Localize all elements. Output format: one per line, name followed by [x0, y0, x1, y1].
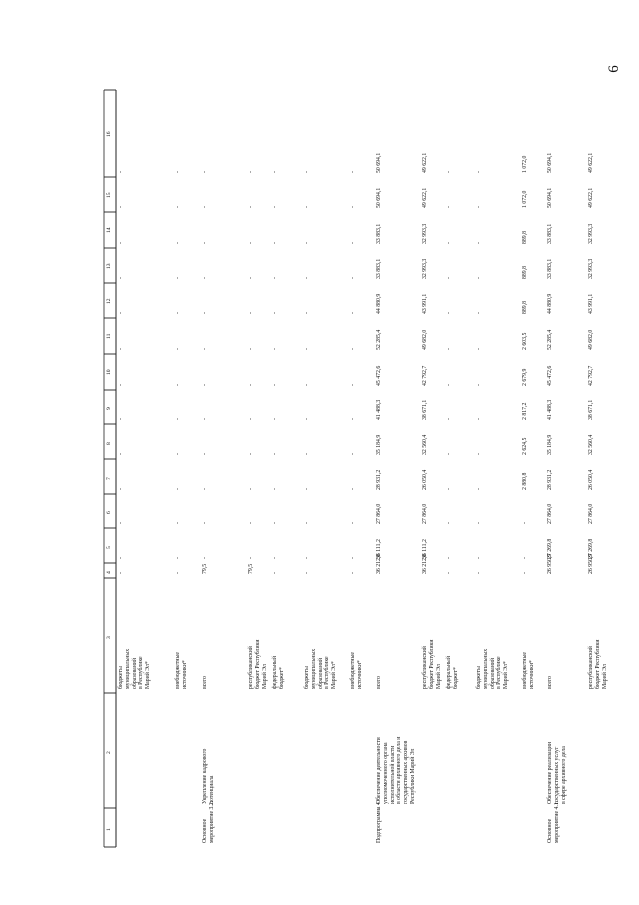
value-cell: 27 864,0: [547, 503, 553, 524]
value-cell: 35 184,9: [547, 434, 553, 455]
column-header: 4: [106, 570, 112, 574]
value-cell: -: [522, 572, 528, 574]
value-cell: -: [304, 277, 310, 279]
cell-line: бюджет*: [452, 667, 459, 689]
cell-line: Укрепление кадрового: [202, 748, 208, 804]
value-cell: 26 050,4: [588, 469, 594, 490]
value-cell: -: [476, 572, 482, 574]
value-cell: -: [350, 277, 356, 279]
value-cell: -: [248, 557, 254, 559]
value-cell: -: [304, 488, 310, 490]
value-cell: -: [272, 522, 278, 524]
value-cell: -: [175, 557, 181, 559]
value-cell: -: [202, 557, 208, 559]
column-header: 7: [106, 476, 112, 480]
value-cell: 52 285,4: [376, 329, 382, 350]
cell-line: образований: [489, 657, 496, 689]
value-cell: 27 269,8: [547, 538, 553, 559]
value-cell: -: [272, 453, 278, 455]
cell-line: бюджеты: [118, 666, 124, 689]
value-cell: 26 950,9: [547, 553, 553, 574]
value-cell: -: [175, 206, 181, 208]
value-cell: -: [248, 312, 254, 314]
cell-line: потенциала: [208, 775, 215, 804]
value-cell: -: [476, 242, 482, 244]
cell-line: уполномоченного органа: [382, 742, 389, 804]
value-cell: 79,5: [202, 563, 208, 574]
row-funding-source: [476, 649, 510, 689]
value-cell: -: [476, 488, 482, 490]
value-cell: -: [272, 418, 278, 420]
row-funding-source: [446, 656, 460, 689]
value-cell: -: [118, 557, 124, 559]
value-cell: -: [175, 453, 181, 455]
row-category: [376, 802, 383, 843]
value-cell: -: [476, 348, 482, 350]
value-cell: -: [248, 453, 254, 455]
value-cell: 26 050,4: [422, 469, 428, 490]
value-cell: -: [304, 384, 310, 386]
value-cell: 32 993,3: [588, 258, 594, 279]
value-cell: -: [175, 242, 181, 244]
row-funding-source: [588, 640, 608, 690]
cell-line: источники*: [528, 660, 535, 689]
column-header: 16: [106, 130, 112, 137]
value-cell: 32 993,3: [588, 223, 594, 244]
value-cell: 43 991,1: [422, 293, 428, 314]
cell-line: в Республике: [138, 656, 145, 689]
value-cell: -: [118, 277, 124, 279]
row-funding-source: [175, 652, 189, 689]
value-cell: -: [304, 418, 310, 420]
value-cell: 28 931,2: [376, 469, 382, 490]
cell-line: Марий Эл: [435, 664, 442, 689]
value-cell: 36 212,0: [422, 553, 428, 574]
cell-line: Республики Марий Эл: [409, 748, 416, 804]
value-cell: -: [272, 384, 278, 386]
cell-line: в Республике: [324, 656, 331, 689]
column-header: 12: [106, 297, 112, 304]
value-cell: 50 694,1: [376, 187, 382, 208]
column-header: 5: [106, 545, 112, 549]
row-description: [547, 742, 567, 804]
value-cell: 2 817,2: [522, 402, 528, 420]
value-cell: 32 993,3: [422, 223, 428, 244]
cell-line: государственных архивов: [403, 740, 410, 804]
value-cell: -: [175, 572, 181, 574]
value-cell: -: [202, 384, 208, 386]
value-cell: -: [522, 522, 528, 524]
value-cell: 50 694,1: [376, 152, 382, 173]
value-cell: -: [202, 522, 208, 524]
value-cell: -: [272, 312, 278, 314]
value-cell: -: [202, 206, 208, 208]
value-cell: -: [350, 348, 356, 350]
cell-line: внебюджетные: [175, 652, 181, 689]
value-cell: -: [118, 488, 124, 490]
value-cell: -: [248, 488, 254, 490]
cell-line: муниципальных: [482, 648, 489, 689]
value-cell: -: [350, 418, 356, 420]
value-cell: -: [272, 572, 278, 574]
column-header: 14: [106, 227, 112, 233]
value-cell: 44 880,9: [547, 293, 553, 314]
value-cell: -: [304, 453, 310, 455]
cell-line: источники*: [181, 660, 188, 689]
value-cell: -: [272, 277, 278, 279]
value-cell: -: [118, 453, 124, 455]
value-cell: 889,8: [522, 265, 528, 279]
value-cell: 45 472,6: [376, 365, 382, 386]
value-cell: -: [248, 277, 254, 279]
value-cell: -: [446, 522, 452, 524]
value-cell: -: [476, 312, 482, 314]
cell-line: образований: [317, 657, 324, 689]
row-description: [376, 737, 417, 804]
column-header: 1: [106, 827, 112, 831]
value-cell: 1 072,0: [522, 155, 528, 173]
value-cell: -: [446, 242, 452, 244]
value-cell: -: [118, 171, 124, 173]
value-cell: -: [476, 453, 482, 455]
value-cell: 42 792,7: [588, 365, 594, 386]
value-cell: -: [175, 384, 181, 386]
row-funding-source: [202, 676, 209, 689]
cell-line: бюджет Республики: [594, 639, 601, 689]
value-cell: -: [118, 418, 124, 420]
cell-line: бюджеты: [304, 666, 310, 689]
row-funding-source: [272, 656, 286, 689]
value-cell: -: [118, 242, 124, 244]
cell-line: источники*: [356, 660, 363, 689]
row-funding-source: [376, 676, 383, 689]
cell-line: исполнительной власти: [389, 745, 396, 804]
value-cell: 32 993,3: [422, 258, 428, 279]
value-cell: -: [522, 557, 528, 559]
row-description: [202, 749, 216, 804]
value-cell: -: [118, 206, 124, 208]
row-funding-source: [350, 652, 364, 689]
value-cell: 36 212,0: [376, 553, 382, 574]
cell-line: Марий Эл*: [331, 661, 338, 689]
cell-line: Обеспечение реализации: [547, 742, 553, 804]
row-category: [547, 801, 561, 843]
value-cell: -: [350, 312, 356, 314]
column-header: 13: [106, 262, 112, 269]
value-cell: -: [446, 488, 452, 490]
value-cell: 49 622,1: [422, 152, 428, 173]
value-cell: -: [304, 242, 310, 244]
value-cell: -: [304, 557, 310, 559]
value-cell: -: [350, 453, 356, 455]
cell-line: федеральный: [272, 656, 278, 689]
value-cell: -: [118, 348, 124, 350]
value-cell: 27 864,0: [588, 503, 594, 524]
value-cell: -: [446, 453, 452, 455]
value-cell: -: [476, 522, 482, 524]
value-cell: -: [175, 418, 181, 420]
value-cell: 35 184,9: [376, 434, 382, 455]
value-cell: 45 472,6: [547, 365, 553, 386]
cell-line: всего: [547, 675, 553, 689]
value-cell: -: [175, 277, 181, 279]
value-cell: -: [272, 242, 278, 244]
value-cell: 33 883,1: [376, 223, 382, 244]
value-cell: -: [248, 206, 254, 208]
value-cell: -: [175, 348, 181, 350]
value-cell: -: [446, 557, 452, 559]
value-cell: -: [350, 171, 356, 173]
value-cell: -: [304, 206, 310, 208]
value-cell: 49 622,1: [588, 187, 594, 208]
value-cell: -: [446, 171, 452, 173]
value-cell: 36 111,2: [422, 539, 428, 559]
page-number: 6: [606, 65, 622, 73]
value-cell: -: [446, 348, 452, 350]
value-cell: 41 488,3: [376, 399, 382, 420]
value-cell: -: [304, 171, 310, 173]
cell-line: Марий Эл: [601, 664, 608, 689]
cell-line: Марий Эл*: [145, 661, 152, 689]
value-cell: -: [272, 488, 278, 490]
value-cell: -: [175, 522, 181, 524]
row-funding-source: [248, 640, 268, 690]
value-cell: -: [202, 242, 208, 244]
value-cell: -: [350, 488, 356, 490]
value-cell: 41 488,3: [547, 399, 553, 420]
value-cell: -: [202, 453, 208, 455]
value-cell: 2 603,5: [522, 332, 528, 350]
value-cell: 49 622,1: [422, 187, 428, 208]
value-cell: 33 883,1: [547, 258, 553, 279]
value-cell: -: [446, 572, 452, 574]
value-cell: -: [272, 348, 278, 350]
column-header: 8: [106, 441, 112, 445]
column-header: 10: [106, 369, 112, 375]
cell-line: федеральный: [446, 656, 452, 689]
value-cell: -: [446, 206, 452, 208]
value-cell: -: [446, 277, 452, 279]
value-cell: -: [202, 171, 208, 173]
value-cell: 49 682,0: [588, 329, 594, 350]
cell-line: всего: [376, 675, 382, 689]
value-cell: -: [248, 522, 254, 524]
value-cell: 50 694,1: [547, 152, 553, 173]
value-cell: 33 883,1: [376, 258, 382, 279]
value-cell: -: [476, 206, 482, 208]
value-cell: -: [304, 312, 310, 314]
value-cell: -: [446, 312, 452, 314]
cell-line: Основное: [547, 818, 553, 843]
cell-line: муниципальных: [124, 648, 131, 689]
row-funding-source: [547, 676, 554, 689]
column-header: 15: [106, 191, 112, 198]
value-cell: -: [476, 277, 482, 279]
value-cell: -: [350, 572, 356, 574]
cell-line: Подпрограмма 4: [376, 802, 382, 843]
value-cell: -: [304, 522, 310, 524]
value-cell: 2 679,9: [522, 368, 528, 386]
cell-line: мероприятие 3.2.: [208, 800, 215, 843]
column-header: 6: [106, 511, 112, 514]
cell-line: бюджет Республики: [428, 639, 435, 689]
row-funding-source: [522, 652, 536, 689]
value-cell: -: [446, 418, 452, 420]
column-header: 11: [106, 333, 112, 339]
value-cell: 79,5: [248, 563, 254, 574]
value-cell: -: [248, 418, 254, 420]
row-funding-source: [304, 649, 338, 689]
cell-line: Марий Эл: [261, 664, 268, 689]
value-cell: 889,8: [522, 300, 528, 314]
value-cell: -: [476, 557, 482, 559]
value-cell: -: [272, 557, 278, 559]
value-cell: -: [272, 206, 278, 208]
value-cell: -: [248, 171, 254, 173]
value-cell: 27 864,0: [422, 503, 428, 524]
value-cell: 32 560,4: [422, 434, 428, 455]
cell-line: бюджеты: [476, 666, 482, 689]
value-cell: -: [202, 348, 208, 350]
value-cell: -: [175, 312, 181, 314]
value-cell: -: [118, 522, 124, 524]
column-header: 2: [106, 750, 112, 754]
cell-line: в Республике: [496, 656, 503, 689]
value-cell: -: [248, 348, 254, 350]
value-cell: -: [118, 384, 124, 386]
cell-line: муниципальных: [310, 648, 317, 689]
column-header: 3: [106, 635, 112, 639]
value-cell: -: [202, 488, 208, 490]
value-cell: -: [175, 171, 181, 173]
value-cell: -: [272, 171, 278, 173]
cell-line: внебюджетные: [522, 652, 528, 689]
cell-line: государственных услуг: [553, 746, 560, 804]
value-cell: 43 991,1: [588, 293, 594, 314]
value-cell: -: [248, 242, 254, 244]
value-cell: -: [202, 277, 208, 279]
value-cell: 27 864,0: [376, 503, 382, 524]
cell-line: бюджет*: [278, 667, 285, 689]
value-cell: 50 694,1: [547, 187, 553, 208]
cell-line: всего: [202, 675, 208, 689]
value-cell: -: [304, 572, 310, 574]
value-cell: 2 624,5: [522, 437, 528, 455]
row-funding-source: [422, 640, 442, 690]
cell-line: Обеспечение деятельности: [376, 737, 382, 804]
value-cell: 28 931,2: [547, 469, 553, 490]
value-cell: 49 682,0: [422, 329, 428, 350]
value-cell: 26 950,9: [588, 553, 594, 574]
column-header: 9: [106, 407, 112, 410]
cell-line: в области архивного дела и: [396, 736, 403, 804]
value-cell: -: [202, 418, 208, 420]
cell-line: республиканский: [588, 646, 594, 689]
cell-line: мероприятие 4.1.: [553, 800, 560, 843]
value-cell: 36 111,2: [376, 539, 382, 559]
value-cell: -: [350, 384, 356, 386]
value-cell: -: [350, 242, 356, 244]
row-funding-source: [118, 649, 152, 689]
value-cell: -: [476, 418, 482, 420]
row-category: [202, 801, 216, 843]
value-cell: -: [350, 522, 356, 524]
value-cell: 52 285,4: [547, 329, 553, 350]
value-cell: 32 560,4: [588, 434, 594, 455]
cell-line: Марий Эл*: [503, 661, 510, 689]
value-cell: 33 883,1: [547, 223, 553, 244]
cell-line: республиканский: [422, 646, 428, 689]
value-cell: -: [304, 348, 310, 350]
value-cell: -: [476, 171, 482, 173]
value-cell: -: [476, 384, 482, 386]
cell-line: образований: [131, 657, 138, 689]
cell-line: Основное: [202, 818, 208, 843]
value-cell: 2 880,8: [522, 472, 528, 490]
value-cell: -: [118, 572, 124, 574]
value-cell: -: [446, 384, 452, 386]
cell-line: в сфере архивного дела: [560, 746, 567, 804]
value-cell: -: [350, 557, 356, 559]
value-cell: -: [248, 384, 254, 386]
value-cell: 38 671,1: [422, 399, 428, 420]
cell-line: внебюджетные: [350, 652, 356, 689]
value-cell: 889,8: [522, 230, 528, 244]
value-cell: -: [202, 312, 208, 314]
value-cell: -: [175, 488, 181, 490]
value-cell: 27 269,8: [588, 538, 594, 559]
value-cell: 38 671,1: [588, 399, 594, 420]
value-cell: 1 072,0: [522, 190, 528, 208]
cell-line: бюджет Республики: [254, 639, 261, 689]
value-cell: -: [118, 312, 124, 314]
cell-line: республиканский: [248, 646, 254, 689]
value-cell: 44 880,9: [376, 293, 382, 314]
value-cell: 49 622,1: [588, 152, 594, 173]
value-cell: 42 792,7: [422, 365, 428, 386]
value-cell: -: [350, 206, 356, 208]
